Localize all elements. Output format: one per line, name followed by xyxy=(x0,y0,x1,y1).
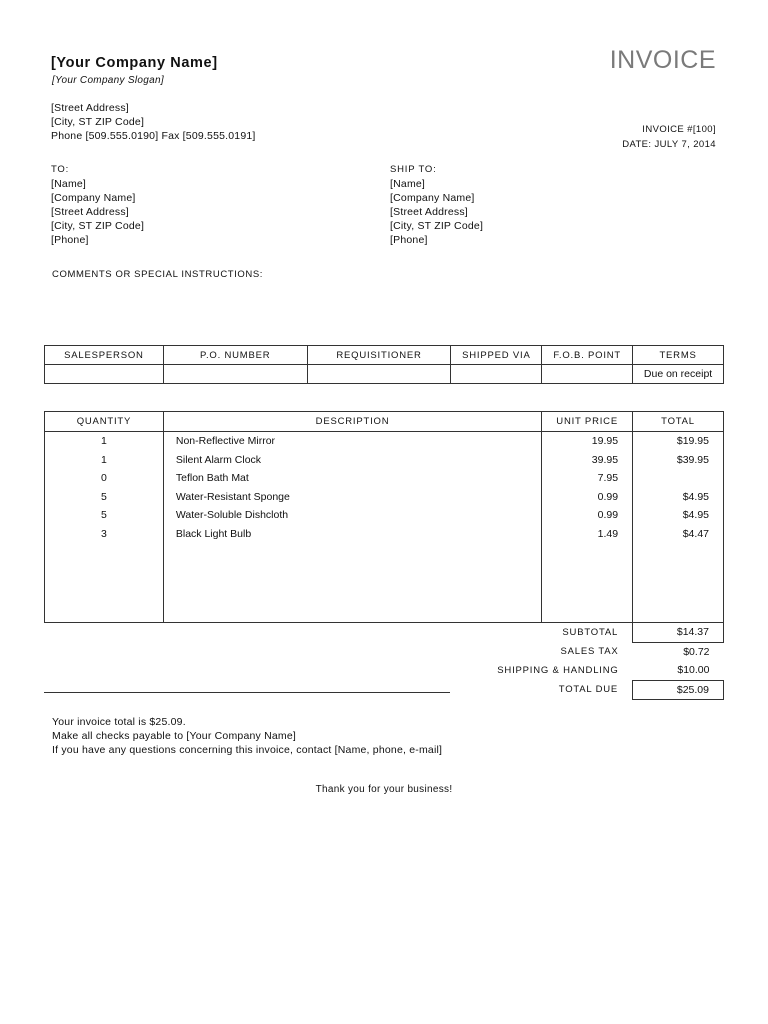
item-unit-price: 0.99 xyxy=(542,506,633,525)
ship-to-phone: [Phone] xyxy=(390,234,428,246)
bill-to-street: [Street Address] xyxy=(51,206,129,218)
item-total xyxy=(633,469,724,488)
thank-you-note: Thank you for your business! xyxy=(315,784,453,795)
ship-to-street: [Street Address] xyxy=(390,206,468,218)
footer-notes xyxy=(52,715,442,757)
item-quantity: 5 xyxy=(45,488,164,507)
table-row xyxy=(45,488,724,507)
header-salesperson: SALESPERSON xyxy=(45,346,164,365)
item-description: Silent Alarm Clock xyxy=(163,451,541,470)
total-due-value: $25.09 xyxy=(633,680,724,700)
bill-to-block xyxy=(51,163,144,247)
company-city: [City, ST ZIP Code] xyxy=(51,116,145,128)
item-description: Black Light Bulb xyxy=(163,525,541,544)
table-row xyxy=(45,432,724,451)
company-name: [Your Company Name] xyxy=(51,55,218,71)
value-terms: Due on receipt xyxy=(633,365,724,384)
item-total: $19.95 xyxy=(633,432,724,451)
item-quantity: 1 xyxy=(45,432,164,451)
header-po-number: P.O. NUMBER xyxy=(163,346,307,365)
item-description: Water-Resistant Sponge xyxy=(163,488,541,507)
item-unit-price: 7.95 xyxy=(542,469,633,488)
shipping-label: SHIPPING & HANDLING xyxy=(497,665,619,676)
item-unit-price: 39.95 xyxy=(542,451,633,470)
invoice-date: DATE: JULY 7, 2014 xyxy=(622,138,716,150)
header-unit-price: UNIT PRICE xyxy=(542,412,633,432)
bill-to-company: [Company Name] xyxy=(51,192,136,204)
item-description: Non-Reflective Mirror xyxy=(163,432,541,451)
value-shipped-via xyxy=(451,365,542,384)
signature-divider xyxy=(44,692,450,693)
ship-to-name: [Name] xyxy=(390,178,426,190)
bill-to-city: [City, ST ZIP Code] xyxy=(51,220,145,232)
total-due-row xyxy=(45,680,724,700)
header-quantity: QUANTITY xyxy=(45,412,164,432)
item-quantity: 3 xyxy=(45,525,164,544)
header-fob-point: F.O.B. POINT xyxy=(542,346,633,365)
item-total: $39.95 xyxy=(633,451,724,470)
total-due-label: TOTAL DUE xyxy=(558,684,619,696)
bill-to-label: TO: xyxy=(51,164,70,175)
company-street: [Street Address] xyxy=(51,102,129,114)
table-row xyxy=(45,506,724,525)
item-quantity: 0 xyxy=(45,469,164,488)
table-row xyxy=(45,525,724,544)
table-row xyxy=(45,451,724,470)
value-salesperson xyxy=(45,365,164,384)
table-row xyxy=(45,469,724,488)
value-po-number xyxy=(163,365,307,384)
header-description: DESCRIPTION xyxy=(163,412,541,432)
value-fob-point xyxy=(542,365,633,384)
shipping-value: $10.00 xyxy=(677,664,710,677)
bill-to-phone: [Phone] xyxy=(51,234,89,246)
order-info-table xyxy=(44,345,724,384)
subtotal-label: SUBTOTAL xyxy=(562,627,619,638)
company-slogan: [Your Company Slogan] xyxy=(52,75,164,86)
header-requisitioner: REQUISITIONER xyxy=(307,346,451,365)
company-phone-fax: Phone [509.555.0190] Fax [509.555.0191] xyxy=(51,130,256,142)
subtotal-row xyxy=(45,623,724,643)
sales-tax-value: $0.72 xyxy=(683,645,710,658)
table-empty-space xyxy=(45,543,724,623)
ship-to-block xyxy=(390,163,483,247)
invoice-number: INVOICE #[100] xyxy=(642,124,716,135)
item-total: $4.47 xyxy=(633,525,724,544)
invoice-title: INVOICE xyxy=(609,46,716,74)
ship-to-city: [City, ST ZIP Code] xyxy=(390,220,484,232)
comments-label: COMMENTS OR SPECIAL INSTRUCTIONS: xyxy=(52,269,264,280)
item-description: Water-Soluble Dishcloth xyxy=(163,506,541,525)
subtotal-value: $14.37 xyxy=(633,623,724,643)
sales-tax-row xyxy=(45,642,724,661)
sales-tax-label: SALES TAX xyxy=(560,646,619,657)
header-total: TOTAL xyxy=(633,412,724,432)
item-total: $4.95 xyxy=(633,506,724,525)
ship-to-label: SHIP TO: xyxy=(390,164,437,175)
item-unit-price: 19.95 xyxy=(542,432,633,451)
item-description: Teflon Bath Mat xyxy=(163,469,541,488)
item-quantity: 5 xyxy=(45,506,164,525)
footer-checks-line: Make all checks payable to [Your Company Name] xyxy=(52,730,297,742)
ship-to-company: [Company Name] xyxy=(390,192,475,204)
item-unit-price: 0.99 xyxy=(542,488,633,507)
footer-contact-line: If you have any questions concerning this invoice, contact [Name, phone, e-mail] xyxy=(52,744,443,756)
header-shipped-via: SHIPPED VIA xyxy=(451,346,542,365)
footer-total-line: Your invoice total is $25.09. xyxy=(52,716,186,728)
item-unit-price: 1.49 xyxy=(542,525,633,544)
item-quantity: 1 xyxy=(45,451,164,470)
bill-to-name: [Name] xyxy=(51,178,87,190)
company-address xyxy=(51,101,256,143)
header-terms: TERMS xyxy=(633,346,724,365)
item-total: $4.95 xyxy=(633,488,724,507)
invoice-meta xyxy=(622,123,716,152)
items-table xyxy=(44,411,724,700)
value-requisitioner xyxy=(307,365,451,384)
shipping-row xyxy=(45,661,724,680)
